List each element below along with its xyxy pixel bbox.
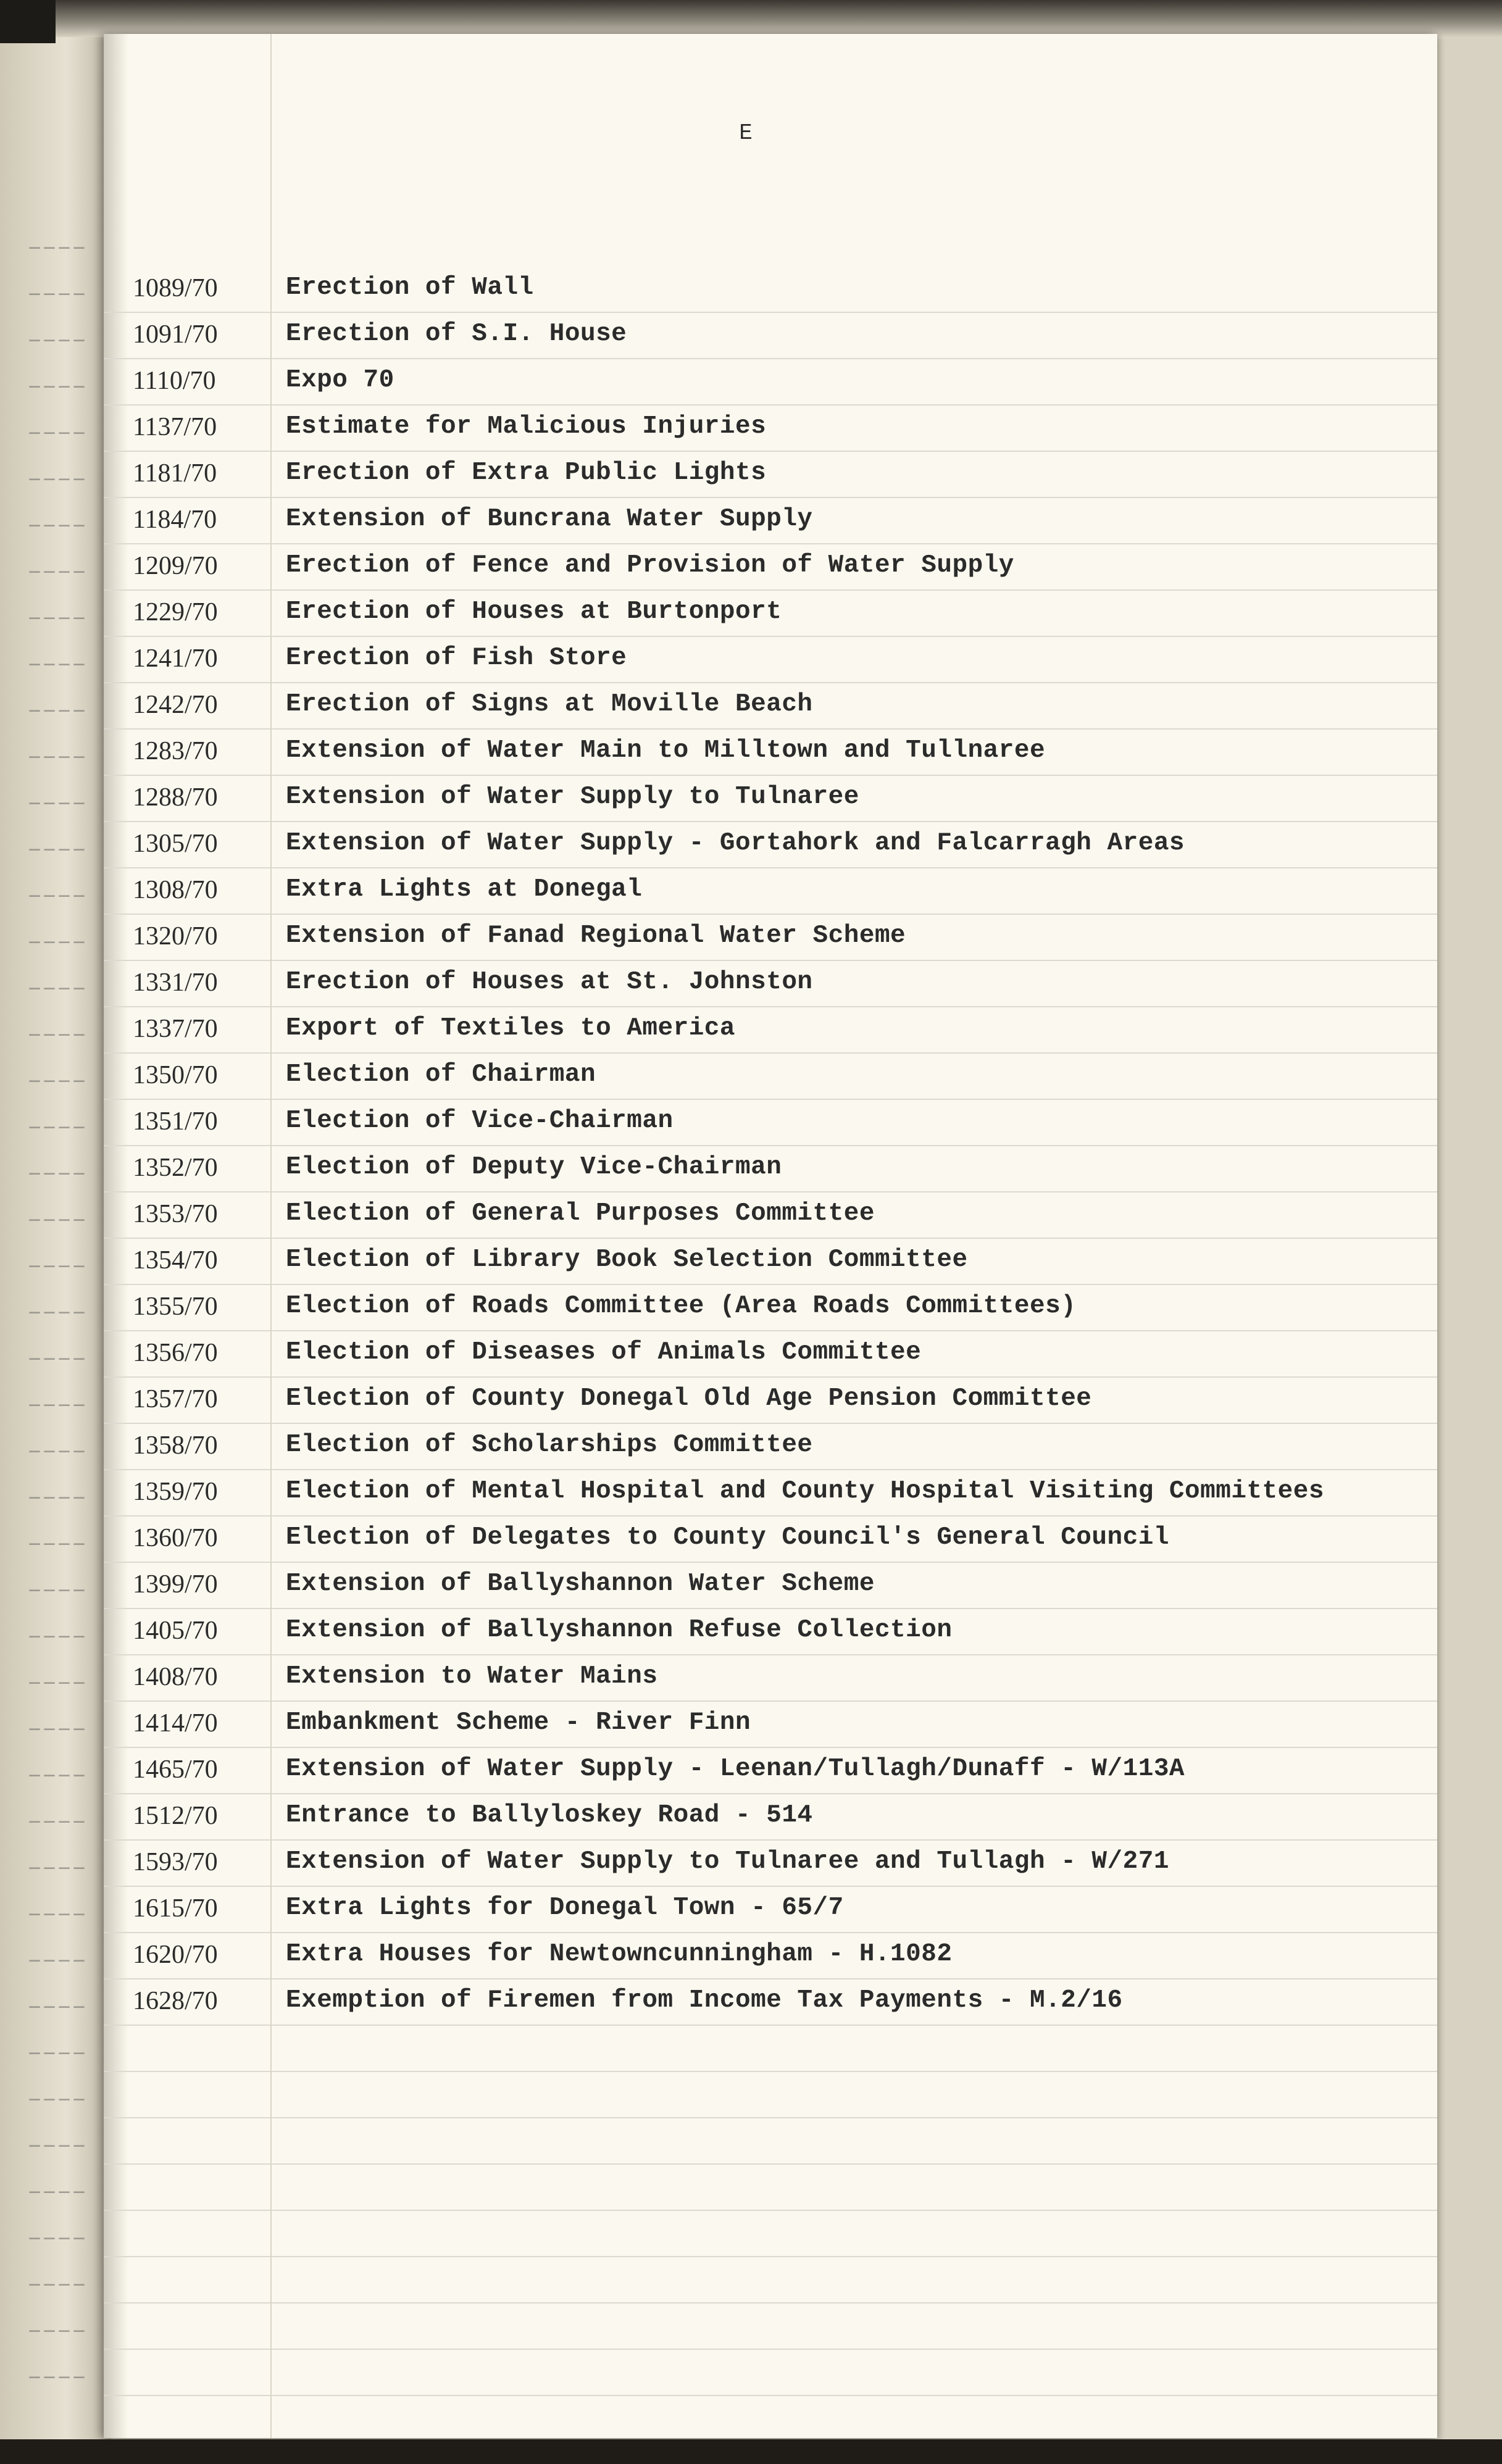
show-through-text: ‒‒‒‒: [27, 1299, 86, 1324]
entry-row: [104, 1935, 1437, 1981]
entry-row: [104, 778, 1437, 824]
entry-reference: 1137/70: [133, 413, 217, 441]
entry-title: Election of County Donegal Old Age Pension Committee: [286, 1384, 1092, 1413]
entry-row: [104, 1426, 1437, 1472]
show-through-text: ‒‒‒‒: [27, 2086, 86, 2111]
show-through-text: ‒‒‒‒: [27, 2271, 86, 2296]
entry-row: [104, 1380, 1437, 1426]
entry-title: Extension to Water Mains: [286, 1662, 658, 1691]
entry-row: [104, 1518, 1437, 1565]
entry-title: Export of Textiles to America: [286, 1014, 736, 1043]
show-through-text: ‒‒‒‒: [27, 1762, 86, 1787]
entry-row: [104, 1102, 1437, 1148]
entry-title: Election of Roads Committee (Area Roads Committees): [286, 1292, 1077, 1320]
entry-row: [104, 315, 1437, 361]
entry-reference: 1414/70: [133, 1709, 218, 1738]
entry-reference: 1242/70: [133, 691, 218, 719]
show-through-text: ‒‒‒‒: [27, 1392, 86, 1417]
show-through-text: ‒‒‒‒: [27, 1716, 86, 1741]
show-through-text: ‒‒‒‒: [27, 2225, 86, 2250]
corner-shadow: [0, 0, 56, 43]
show-through-text: ‒‒‒‒: [27, 790, 86, 815]
entry-reference: 1512/70: [133, 1802, 218, 1830]
entry-row: [104, 963, 1437, 1009]
show-through-text: ‒‒‒‒: [27, 466, 86, 491]
entry-row: [104, 546, 1437, 593]
entry-reference: 1354/70: [133, 1246, 218, 1275]
entry-row: [104, 593, 1437, 639]
show-through-text: ‒‒‒‒: [27, 697, 86, 722]
show-through-text: ‒‒‒‒: [27, 605, 86, 630]
entry-reference: 1305/70: [133, 830, 218, 858]
bottom-shadow: [0, 2439, 1502, 2464]
ruled-line: [104, 2210, 1437, 2211]
entry-row: [104, 824, 1437, 870]
entry-title: Election of Mental Hospital and County Hospital Visiting Committees: [286, 1477, 1324, 1505]
entry-title: Extension of Buncrana Water Supply: [286, 505, 813, 533]
entry-title: Entrance to Ballyloskey Road - 514: [286, 1801, 813, 1829]
entry-row: [104, 1287, 1437, 1333]
entry-row: [104, 1009, 1437, 1055]
entry-reference: 1350/70: [133, 1061, 218, 1089]
entry-reference: 1209/70: [133, 552, 218, 580]
entry-reference: 1241/70: [133, 644, 218, 673]
underlying-page: [0, 0, 111, 2464]
entry-title: Extension of Ballyshannon Refuse Collection: [286, 1616, 953, 1644]
entry-reference: 1184/70: [133, 506, 217, 534]
entry-title: Expo 70: [286, 366, 394, 394]
entry-reference: 1337/70: [133, 1015, 218, 1043]
entry-reference: 1331/70: [133, 968, 218, 997]
show-through-text: ‒‒‒‒: [27, 2040, 86, 2065]
entry-reference: 1351/70: [133, 1107, 218, 1136]
show-through-text: ‒‒‒‒: [27, 1670, 86, 1694]
entry-reference: 1320/70: [133, 922, 218, 951]
entry-title: Extension of Fanad Regional Water Scheme: [286, 922, 906, 950]
entry-title: Election of Library Book Selection Committee: [286, 1246, 968, 1274]
entry-reference: 1355/70: [133, 1292, 218, 1321]
entry-title: Erection of Signs at Moville Beach: [286, 690, 813, 718]
show-through-text: ‒‒‒‒: [27, 2133, 86, 2157]
entry-row: [104, 1055, 1437, 1102]
entry-reference: 1593/70: [133, 1848, 218, 1876]
entry-row: [104, 1889, 1437, 1935]
show-through-text: ‒‒‒‒: [27, 1022, 86, 1046]
show-through-text: ‒‒‒‒: [27, 651, 86, 676]
entry-reference: 1408/70: [133, 1663, 218, 1691]
entry-row: [104, 1842, 1437, 1889]
show-through-text: ‒‒‒‒: [27, 1531, 86, 1555]
entry-row: [104, 1472, 1437, 1518]
entry-reference: 1089/70: [133, 274, 218, 302]
entry-reference: 1628/70: [133, 1987, 218, 2015]
show-through-text: ‒‒‒‒: [27, 2318, 86, 2342]
entry-title: Extension of Water Supply to Tulnaree and Tullagh - W/271: [286, 1847, 1169, 1876]
entry-title: Extra Lights for Donegal Town - 65/7: [286, 1894, 844, 1922]
entry-title: Election of Scholarships Committee: [286, 1431, 813, 1459]
entry-title: Election of Vice-Chairman: [286, 1107, 674, 1135]
top-shadow: [0, 0, 1502, 37]
show-through-text: ‒‒‒‒: [27, 235, 86, 259]
show-through-text: ‒‒‒‒: [27, 929, 86, 954]
show-through-text: ‒‒‒‒: [27, 512, 86, 537]
show-through-text: ‒‒‒‒: [27, 1068, 86, 1093]
entry-title: Erection of Wall: [286, 273, 534, 302]
entry-reference: 1308/70: [133, 876, 218, 904]
entry-row: [104, 731, 1437, 778]
entry-title: Embankment Scheme - River Finn: [286, 1709, 751, 1737]
ruled-line: [104, 2071, 1437, 2072]
show-through-text: ‒‒‒‒: [27, 1438, 86, 1463]
show-through-text: ‒‒‒‒: [27, 836, 86, 861]
index-page: [104, 34, 1437, 2438]
show-through-text: ‒‒‒‒: [27, 1346, 86, 1370]
ruled-line: [104, 2349, 1437, 2350]
show-through-text: ‒‒‒‒: [27, 1855, 86, 1879]
entry-row: [104, 1565, 1437, 1611]
show-through-text: ‒‒‒‒: [27, 1207, 86, 1231]
entry-row: [104, 1333, 1437, 1380]
entry-reference: 1357/70: [133, 1385, 218, 1413]
entry-list: [104, 268, 1437, 2028]
show-through-text: ‒‒‒‒: [27, 1901, 86, 1926]
ruled-line: [104, 2395, 1437, 2396]
entry-row: [104, 1194, 1437, 1241]
entry-title: Erection of S.I. House: [286, 320, 627, 348]
entry-reference: 1181/70: [133, 459, 217, 488]
ruled-line: [104, 2163, 1437, 2165]
entry-title: Estimate for Malicious Injuries: [286, 412, 767, 441]
entry-title: Election of Delegates to County Council's General Council: [286, 1523, 1169, 1552]
show-through-text: ‒‒‒‒: [27, 1623, 86, 1648]
entry-title: Erection of Fish Store: [286, 644, 627, 672]
entry-title: Extension of Ballyshannon Water Scheme: [286, 1570, 875, 1598]
entry-reference: 1288/70: [133, 783, 218, 812]
show-through-text: ‒‒‒‒: [27, 1484, 86, 1509]
entry-title: Extension of Water Supply to Tulnaree: [286, 783, 859, 811]
entry-reference: 1352/70: [133, 1154, 218, 1182]
show-through-text: ‒‒‒‒: [27, 559, 86, 583]
entry-row: [104, 361, 1437, 407]
show-through-text: ‒‒‒‒: [27, 1253, 86, 1278]
entry-reference: 1405/70: [133, 1617, 218, 1645]
entry-row: [104, 1241, 1437, 1287]
show-through-text: ‒‒‒‒: [27, 1947, 86, 1972]
entry-row: [104, 1704, 1437, 1750]
show-through-text: ‒‒‒‒: [27, 2179, 86, 2204]
entry-title: Extension of Water Main to Milltown and Tullnaree: [286, 736, 1046, 765]
entry-title: Election of Chairman: [286, 1060, 596, 1089]
entry-title: Extra Lights at Donegal: [286, 875, 643, 904]
entry-reference: 1360/70: [133, 1524, 218, 1552]
show-through-text: ‒‒‒‒: [27, 373, 86, 398]
entry-row: [104, 454, 1437, 500]
entry-title: Erection of Houses at Burtonport: [286, 597, 782, 626]
page-heading: E: [739, 120, 753, 146]
entry-reference: 1229/70: [133, 598, 218, 626]
show-through-text: ‒‒‒‒: [27, 1994, 86, 2018]
show-through-text: ‒‒‒‒: [27, 975, 86, 1000]
show-through-text: ‒‒‒‒: [27, 327, 86, 352]
show-through-text: ‒‒‒‒: [27, 1808, 86, 1833]
show-through-text: ‒‒‒‒: [27, 1577, 86, 1602]
entry-reference: 1356/70: [133, 1339, 218, 1367]
entry-row: [104, 407, 1437, 454]
entry-row: [104, 685, 1437, 731]
entry-title: Extension of Water Supply - Gortahork and Falcarragh Areas: [286, 829, 1185, 857]
entry-row: [104, 1148, 1437, 1194]
entry-reference: 1359/70: [133, 1478, 218, 1506]
show-through-text: ‒‒‒‒: [27, 2364, 86, 2389]
ruled-line: [104, 2302, 1437, 2304]
show-through-text: ‒‒‒‒: [27, 420, 86, 444]
entry-title: Extra Houses for Newtowncunningham - H.1082: [286, 1940, 953, 1968]
entry-row: [104, 268, 1437, 315]
show-through-text: ‒‒‒‒: [27, 1114, 86, 1139]
entry-reference: 1110/70: [133, 367, 216, 395]
show-through-text: ‒‒‒‒: [27, 744, 86, 768]
entry-reference: 1465/70: [133, 1755, 218, 1784]
entry-row: [104, 500, 1437, 546]
entry-title: Election of General Purposes Committee: [286, 1199, 875, 1228]
entry-title: Election of Diseases of Animals Committee: [286, 1338, 922, 1367]
entry-reference: 1353/70: [133, 1200, 218, 1228]
entry-reference: 1283/70: [133, 737, 218, 765]
ruled-line: [104, 2117, 1437, 2118]
entry-reference: 1399/70: [133, 1570, 218, 1599]
entry-row: [104, 1981, 1437, 2028]
show-through-text: ‒‒‒‒: [27, 281, 86, 306]
entry-reference: 1358/70: [133, 1431, 218, 1460]
entry-row: [104, 1611, 1437, 1657]
entry-title: Erection of Extra Public Lights: [286, 459, 767, 487]
entry-title: Exemption of Firemen from Income Tax Payments - M.2/16: [286, 1986, 1123, 2015]
entry-row: [104, 1796, 1437, 1842]
entry-row: [104, 639, 1437, 685]
entry-reference: 1620/70: [133, 1941, 218, 1969]
entry-reference: 1091/70: [133, 320, 218, 349]
entry-row: [104, 1657, 1437, 1704]
entry-reference: 1615/70: [133, 1894, 218, 1923]
entry-title: Extension of Water Supply - Leenan/Tullagh/Dunaff - W/113A: [286, 1755, 1185, 1783]
entry-row: [104, 917, 1437, 963]
entry-row: [104, 1750, 1437, 1796]
show-through-text: ‒‒‒‒: [27, 1160, 86, 1185]
ruled-line: [104, 2256, 1437, 2257]
entry-title: Erection of Fence and Provision of Water Supply: [286, 551, 1014, 580]
show-through-text: ‒‒‒‒: [27, 883, 86, 907]
entry-title: Election of Deputy Vice-Chairman: [286, 1153, 782, 1181]
entry-title: Erection of Houses at St. Johnston: [286, 968, 813, 996]
entry-row: [104, 870, 1437, 917]
